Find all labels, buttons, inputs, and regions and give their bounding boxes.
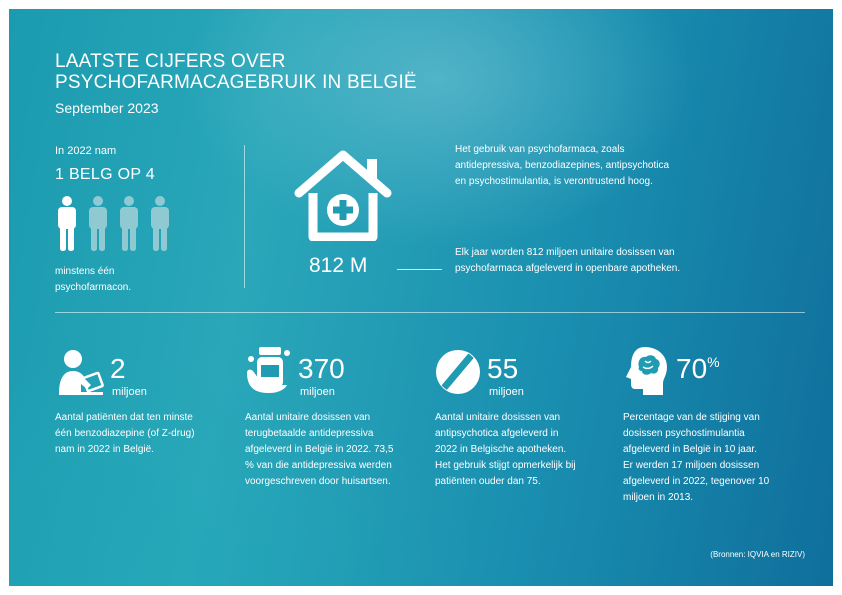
- usage-line: en psychostimulantia, is verontrustend hoog.: [455, 176, 653, 187]
- usage-line: Het gebruik van psychofarmaca, zoals: [455, 144, 625, 155]
- horizontal-divider: [55, 312, 805, 313]
- headline-one-in-four: 1 BELG OP 4: [55, 166, 155, 183]
- title-line-1: LAATSTE CIJFERS OVER: [55, 51, 286, 72]
- yearly-doses-paragraph: [455, 245, 680, 277]
- stat-line: Percentage van de stijging van: [623, 412, 760, 423]
- stat-line: Er werden 17 miljoen dosissen: [623, 460, 760, 471]
- page-subtitle: September 2023: [55, 100, 159, 116]
- house-medical-icon: [293, 147, 393, 241]
- pill-icon: [435, 349, 481, 395]
- stat-line: patiënten ouder dan 75.: [435, 476, 541, 487]
- stat-text-stimulants: [623, 410, 769, 506]
- stat-value-antipsychotics: 55: [487, 353, 519, 384]
- stat-unit-antipsychotics: miljoen: [489, 386, 524, 398]
- stat-line: Aantal patiënten dat ten minste: [55, 412, 193, 423]
- title-line-2: PSYCHOFARMACAGEBRUIK IN BELGIË: [55, 72, 417, 93]
- stat-line: voorgeschreven door huisartsen.: [245, 476, 391, 487]
- pill-bottle-hand-icon: [245, 345, 293, 395]
- yearly-line: Elk jaar worden 812 miljoen unitaire dosissen van: [455, 247, 675, 258]
- page-title: [55, 51, 417, 93]
- stat-line: afgeleverd in België in 2022. 73,5: [245, 444, 394, 455]
- stat-line: antipsychotica afgeleverd in: [435, 428, 559, 439]
- connector-line: [397, 269, 442, 270]
- stat-line: afgeleverd in 2022, tegenover 10: [623, 476, 770, 487]
- stat-value-antidepressants: 370: [298, 353, 345, 384]
- source-note: (Bronnen: IQVIA en RIZIV): [710, 550, 805, 559]
- stat-line: Het gebruik stijgt opmerkelijk bij: [435, 460, 576, 471]
- patient-reading-icon: [57, 349, 105, 395]
- stat-line: miljoen in 2013.: [623, 492, 694, 503]
- people-figures: [55, 195, 172, 251]
- caption-line-1: minstens één: [55, 266, 115, 277]
- usage-paragraph: [455, 142, 669, 190]
- caption-line-2: psychofarmacon.: [55, 282, 132, 293]
- person-highlight-icon: [55, 195, 79, 251]
- infographic-card: [9, 9, 833, 586]
- person-muted-icon: [148, 195, 172, 251]
- intro-text: In 2022 nam: [55, 145, 117, 157]
- head-brain-icon: [623, 345, 669, 397]
- stat-text-antidepressants: [245, 410, 393, 490]
- stat-line: één benzodiazepine (of Z-drug): [55, 428, 195, 439]
- stat-text-antipsychotics: [435, 410, 576, 490]
- stat-line: Aantal unitaire dosissen van: [245, 412, 371, 423]
- stat-value-patients: 2: [110, 353, 126, 384]
- stat-text-patients: [55, 410, 195, 458]
- stat-line: % van die antidepressiva werden: [245, 460, 392, 471]
- stat-unit-antidepressants: miljoen: [300, 386, 335, 398]
- stat-unit-patients: miljoen: [112, 386, 147, 398]
- person-muted-icon: [86, 195, 110, 251]
- stat-line: dosissen psychostimulantia: [623, 428, 745, 439]
- people-caption: [55, 264, 131, 296]
- stat-value-stimulants-group: [676, 354, 720, 384]
- stat-unit-stimulants: %: [707, 354, 720, 370]
- stat-line: nam in 2022 in België.: [55, 444, 154, 455]
- stat-line: 2022 in Belgische apotheken.: [435, 444, 567, 455]
- stat-line: terugbetaalde antidepressiva: [245, 428, 374, 439]
- stat-line: Aantal unitaire dosissen van: [435, 412, 561, 423]
- stat-value-stimulants: 70: [676, 353, 708, 384]
- yearly-line: psychofarmaca afgeleverd in openbare apotheken.: [455, 263, 681, 274]
- person-muted-icon: [117, 195, 141, 251]
- usage-line: antidepressiva, benzodiazepines, antipsychotica: [455, 160, 670, 171]
- dosage-total-value: 812 M: [309, 254, 368, 277]
- stat-line: afgeleverd in België in 10 jaar.: [623, 444, 757, 455]
- vertical-divider: [244, 145, 245, 288]
